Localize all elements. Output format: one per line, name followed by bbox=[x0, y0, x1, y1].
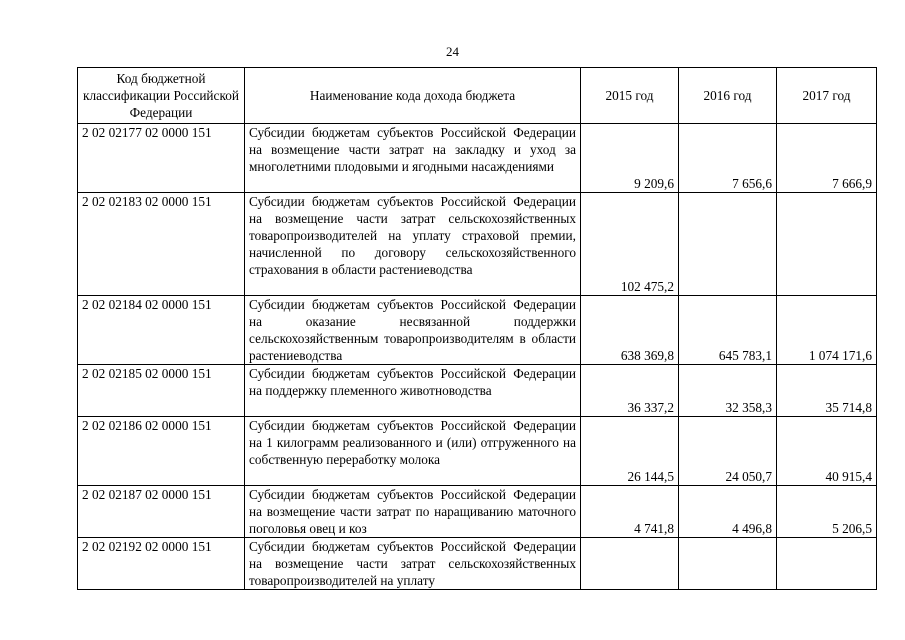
row-value-2015: 26 144,5 bbox=[581, 417, 679, 486]
row-name: Субсидии бюджетам субъектов Российской Федерации на возмещение части затрат на закладку и уход за многолетними плодовыми и ягодными насаждениями bbox=[245, 124, 581, 193]
row-value-2017: 5 206,5 bbox=[777, 486, 877, 538]
row-value-2017 bbox=[777, 538, 877, 590]
header-code: Код бюджетной классификации Российской Федерации bbox=[78, 68, 245, 124]
row-value-2016: 4 496,8 bbox=[679, 486, 777, 538]
row-value-2016: 645 783,1 bbox=[679, 296, 777, 365]
row-name: Субсидии бюджетам субъектов Российской Федерации на возмещение части затрат сельскохозяйственных товаропроизводителей на уплату bbox=[245, 538, 581, 590]
row-value-2017: 35 714,8 bbox=[777, 365, 877, 417]
row-value-2015: 102 475,2 bbox=[581, 193, 679, 296]
table-row bbox=[78, 486, 877, 538]
header-2017: 2017 год bbox=[777, 68, 877, 124]
row-name: Субсидии бюджетам субъектов Российской Федерации на оказание несвязанной поддержки сельскохозяйственным товаропроизводителям в области растениеводства bbox=[245, 296, 581, 365]
row-code: 2 02 02186 02 0000 151 bbox=[78, 417, 245, 486]
row-value-2016: 7 656,6 bbox=[679, 124, 777, 193]
row-name: Субсидии бюджетам субъектов Российской Федерации на 1 килограмм реализованного и (или) отгруженного на собственную переработку молока bbox=[245, 417, 581, 486]
row-code: 2 02 02185 02 0000 151 bbox=[78, 365, 245, 417]
row-name: Субсидии бюджетам субъектов Российской Федерации на возмещение части затрат по наращиванию маточного поголовья овец и коз bbox=[245, 486, 581, 538]
table-row bbox=[78, 365, 877, 417]
table-row bbox=[78, 538, 877, 590]
row-code: 2 02 02187 02 0000 151 bbox=[78, 486, 245, 538]
row-name: Субсидии бюджетам субъектов Российской Федерации на поддержку племенного животноводства bbox=[245, 365, 581, 417]
row-name: Субсидии бюджетам субъектов Российской Федерации на возмещение части затрат сельскохозяйственных товаропроизводителей на уплату страховой премии, начисленной по договору сельскохозяйственного страхования в области растениеводства bbox=[245, 193, 581, 296]
row-value-2017: 40 915,4 bbox=[777, 417, 877, 486]
row-value-2015: 9 209,6 bbox=[581, 124, 679, 193]
row-code: 2 02 02177 02 0000 151 bbox=[78, 124, 245, 193]
row-value-2017: 7 666,9 bbox=[777, 124, 877, 193]
table-row bbox=[78, 417, 877, 486]
row-value-2016: 24 050,7 bbox=[679, 417, 777, 486]
table-row bbox=[78, 193, 877, 296]
row-value-2015: 36 337,2 bbox=[581, 365, 679, 417]
row-value-2016: 32 358,3 bbox=[679, 365, 777, 417]
page-number: 24 bbox=[446, 44, 459, 59]
row-value-2015: 638 369,8 bbox=[581, 296, 679, 365]
row-value-2015 bbox=[581, 538, 679, 590]
row-value-2016 bbox=[679, 193, 777, 296]
row-value-2015: 4 741,8 bbox=[581, 486, 679, 538]
row-value-2017: 1 074 171,6 bbox=[777, 296, 877, 365]
row-code: 2 02 02183 02 0000 151 bbox=[78, 193, 245, 296]
table-row bbox=[78, 124, 877, 193]
table-row bbox=[78, 296, 877, 365]
row-value-2017 bbox=[777, 193, 877, 296]
row-code: 2 02 02184 02 0000 151 bbox=[78, 296, 245, 365]
header-name: Наименование кода дохода бюджета bbox=[245, 68, 581, 124]
row-value-2016 bbox=[679, 538, 777, 590]
header-2016: 2016 год bbox=[679, 68, 777, 124]
header-2015: 2015 год bbox=[581, 68, 679, 124]
row-code: 2 02 02192 02 0000 151 bbox=[78, 538, 245, 590]
budget-revenue-table bbox=[77, 67, 877, 590]
table-header-row bbox=[78, 68, 877, 124]
